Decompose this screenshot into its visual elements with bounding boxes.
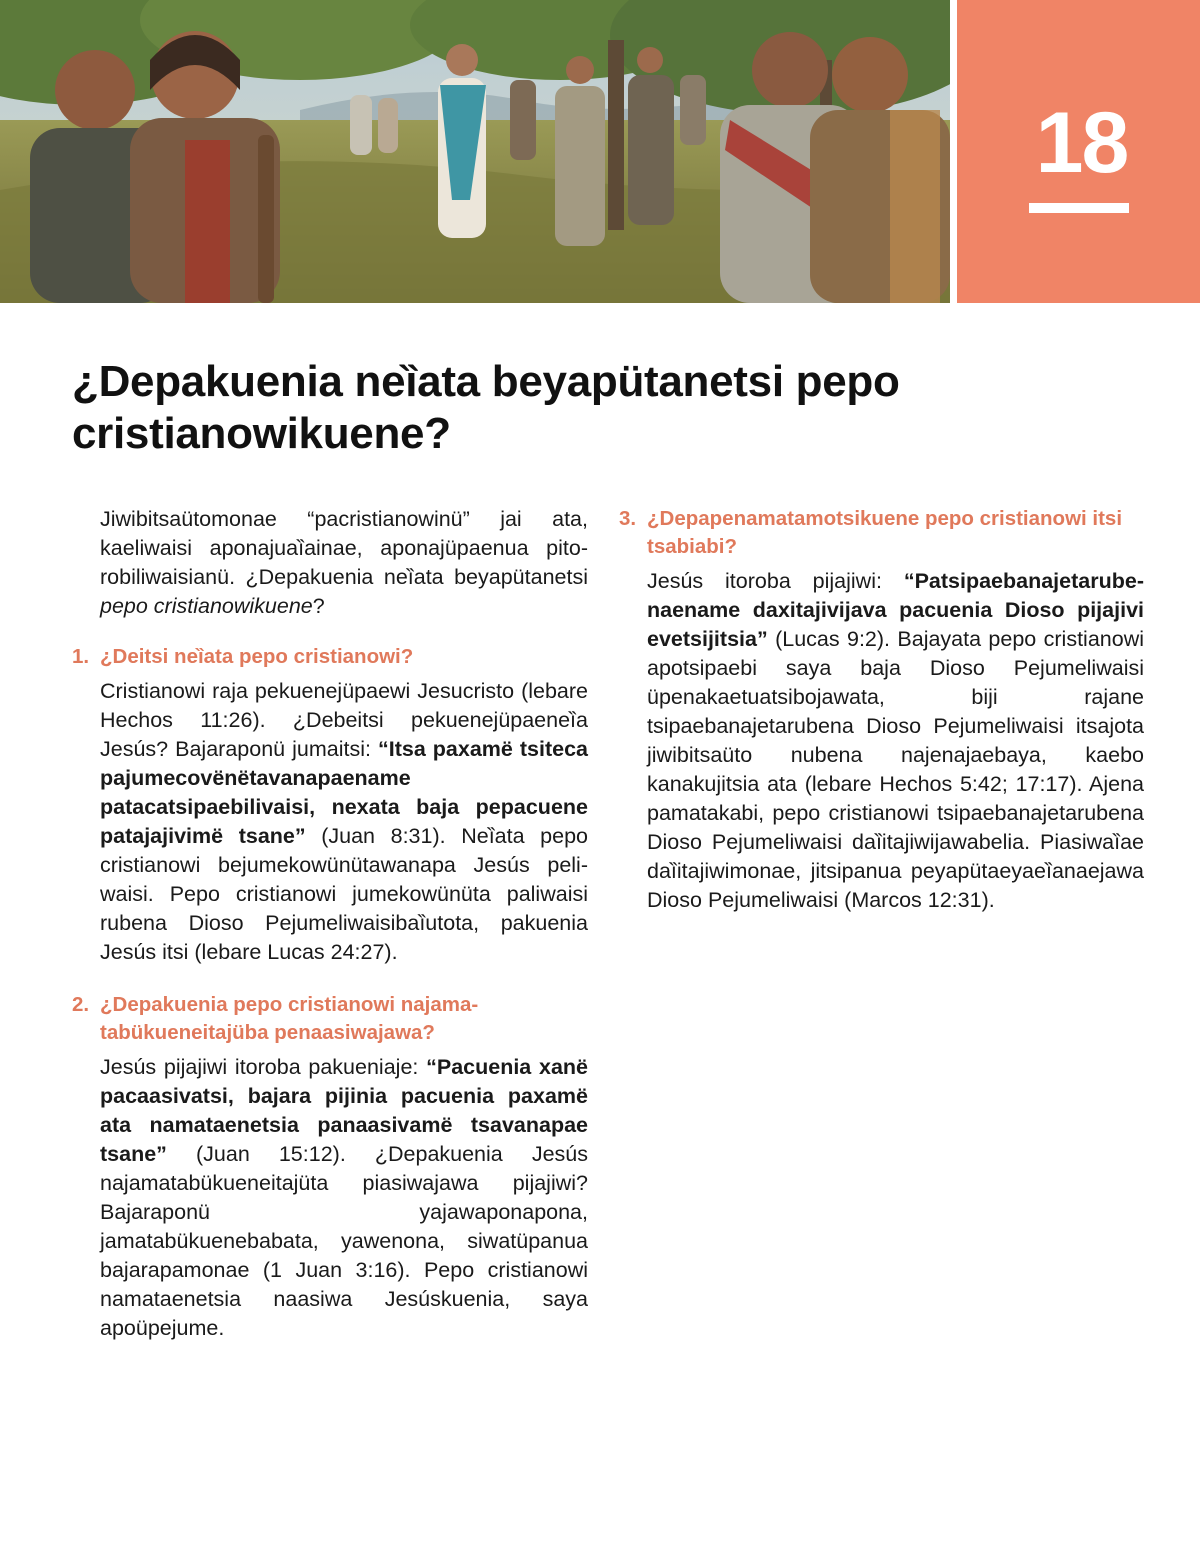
question-heading — [72, 643, 588, 671]
answer-text-continued: (Juan 8:31). Neȉata pepo cristianowi bejumekowünütawanapa Jesús peliwaisi. Pepo cristianowi jumekowünüta paliwaisi rubena Dioso Pejumeliwaisibaȉutota, pakuenia Jesús itsi (lebare Lucas 24:27). — [100, 824, 589, 964]
answer-paragraph — [100, 677, 588, 967]
question-2 — [72, 991, 588, 1343]
question-heading — [619, 505, 1144, 561]
question-heading — [72, 991, 588, 1047]
answer-text: Jesús itoroba pijajiwi: — [647, 569, 904, 593]
answer-text-continued: (Lucas 9:2). Bajayata pepo cristianowi apotsipaebi saya baja Dioso Pejumeliwaisi üpenakaetuatsibojawata, biji rajane tsipaebanajetarubena Dioso Pejumeliwaisi itsajota jiwibitsaüto nubena najenajaebaya, kaebo kanakujitsia ata (lebare Hechos 5:42; 17:17). Ajena pamatakabi, pepo cristianowi tsipaebanajetarubena Dioso Pejumeliwaisi daȉitajiwijawabelia. Piasiwaȉae daȉitajiwimonae, jitsipanua peyapütaeyaeȉanaejawa Dioso Pejumeliwaisi (Marcos 12:31). — [647, 627, 1144, 912]
scripture-quote: “Itsa paxamë tsiteca pajumecovënëtavanapaename patacatsipaebilivaisi, nexata baja pepacuene patajajivimë tsane” — [100, 737, 588, 848]
question-1 — [72, 643, 588, 967]
question-number: 3. — [619, 507, 637, 530]
hero-illustration — [0, 0, 950, 303]
scripture-quote: “Pacuenia xanë pacaasivatsi, bajara pijinia pacuenia paxamë ata namataenetsia panaasivamë tsavanapae tsane” — [100, 1055, 588, 1166]
question-text: ¿Depakuenia pepo cristianowi najamatabükueneitajüba penaasiwajawa? — [100, 993, 479, 1044]
answer-paragraph — [100, 1053, 588, 1343]
answer-paragraph — [647, 567, 1144, 915]
left-column — [72, 505, 588, 1367]
answer-text: Cristianowi raja pekuenejüpaewi Jesucristo (lebare Hechos 11:26). ¿Debeitsi pekuenejüpaeneȉa Jesús? Bajaraponü jumaitsi: — [100, 679, 588, 761]
answer-text-continued: (Juan 15:12). ¿Depakuenia Jesús najamatabükueneitajüta piasiwajawa pijajiwi? Bajaraponü yajawaponapona, jamatabükuenebabata, yawenona, siwatüpanua bajarapamonae (1 Juan 3:16). Pepo cristianowi namataenetsia naasiwa Jesúskuenia, saya apoüpejume. — [100, 1142, 588, 1340]
answer-text: Jesús pijajiwi itoroba pakueniaje: — [100, 1055, 427, 1079]
intro-text-end: ? — [312, 594, 325, 618]
intro-paragraph — [100, 505, 588, 621]
question-number: 2. — [72, 993, 90, 1016]
intro-text: Jiwibitsaütomonae “pacristianowinü” jai ata, kaeliwaisi aponajuaȉainae, aponajüpaenua pitorobiliwaisianü. ¿Depakuenia neȉata beyapütanetsi — [100, 507, 588, 589]
intro-emphasis: pepo cristianowikuene — [100, 594, 313, 618]
lesson-number-tab — [957, 0, 1200, 303]
lesson-number: 18 — [1035, 95, 1128, 191]
question-text: ¿Deitsi neȉata pepo cristianowi? — [100, 645, 414, 668]
scripture-quote: “Patsipaebanajetarubenaename daxitajivijava pacuenia Dioso pijajivi evetsijitsia” — [647, 569, 1144, 651]
jesus-with-disciples-illustration — [0, 0, 950, 303]
question-text: ¿Depapenamatamotsikuene pepo cristianowi itsi tsabiabi? — [647, 507, 1123, 558]
page-title: ¿Depakuenia neȉata beyapütanetsi pepo cristianowikuene? — [72, 357, 900, 458]
right-column — [619, 505, 1144, 939]
lesson-number-rule — [1029, 203, 1129, 213]
question-3 — [619, 505, 1144, 915]
question-number: 1. — [72, 645, 90, 668]
